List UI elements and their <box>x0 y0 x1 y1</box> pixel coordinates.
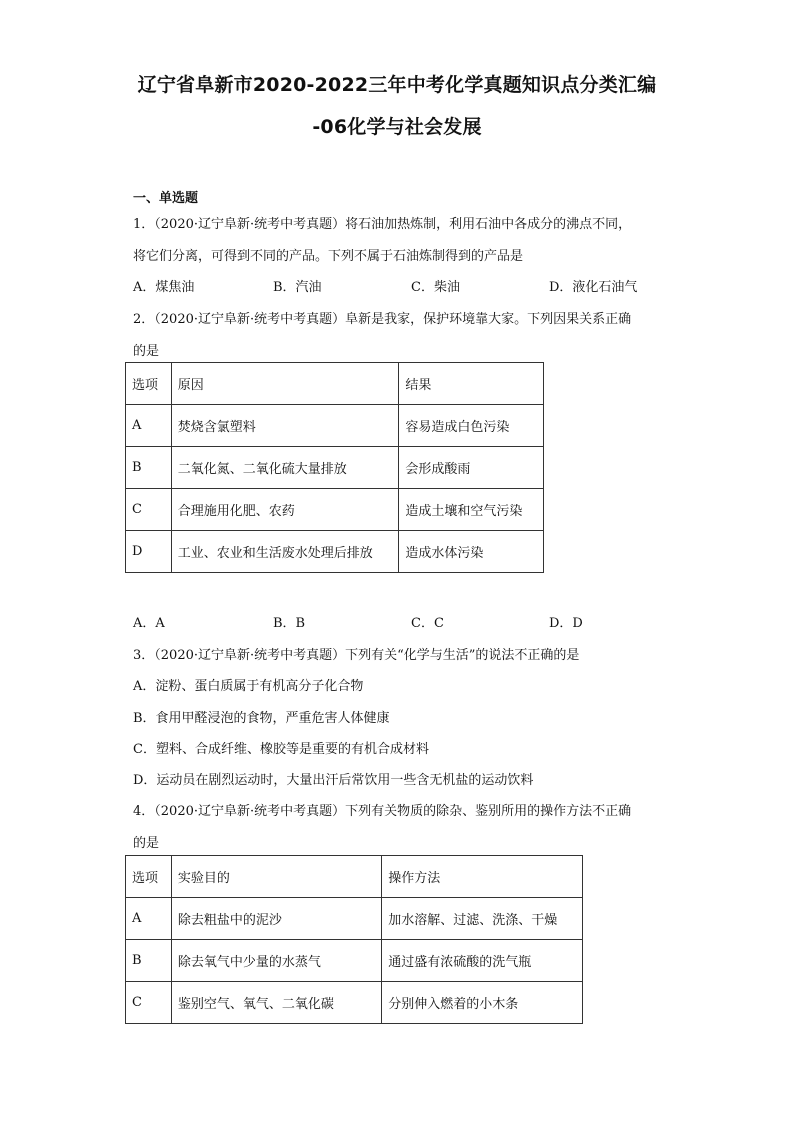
table-cell: 鉴别空气、氧气、二氧化碳 <box>171 982 381 1024</box>
table-cell: 通过盛有浓硫酸的洗气瓶 <box>382 940 583 982</box>
table-cell: A <box>126 405 172 447</box>
q3-option-c: C．塑料、合成纤维、橡胶等是重要的有机合成材料 <box>133 742 429 757</box>
q2-option-a: A．A <box>133 616 165 631</box>
table-cell: B <box>126 940 172 982</box>
q4-stem-line1: 4．（2020·辽宁阜新·统考中考真题）下列有关物质的除杂、鉴别所用的操作方法不正确 <box>133 804 632 819</box>
q1-option-b: B．汽油 <box>273 280 322 295</box>
q2-stem-line2: 的是 <box>133 344 160 359</box>
table-header-cell: 选项 <box>126 856 172 898</box>
table-row <box>126 940 583 982</box>
table-row <box>126 447 544 489</box>
q2-option-b: B．B <box>273 616 306 631</box>
table-cell: A <box>126 898 172 940</box>
q2-table <box>125 362 544 573</box>
table-header-row <box>126 363 544 405</box>
q3-option-a: A．淀粉、蛋白质属于有机高分子化合物 <box>133 679 364 694</box>
table-cell: 二氧化氮、二氧化硫大量排放 <box>171 447 399 489</box>
table-row <box>126 405 544 447</box>
table-header-cell: 选项 <box>126 363 172 405</box>
table-cell: D <box>126 531 172 573</box>
table-header-row <box>126 856 583 898</box>
q1-option-d: D．液化石油气 <box>549 280 638 295</box>
table-cell: 除去氧气中少量的水蒸气 <box>171 940 381 982</box>
q1-stem-line1: 1．（2020·辽宁阜新·统考中考真题）将石油加热炼制，利用石油中各成分的沸点不同， <box>133 217 632 232</box>
q2-option-d: D．D <box>549 616 583 631</box>
q1-option-c: C．柴油 <box>411 280 460 295</box>
table-cell: 除去粗盐中的泥沙 <box>171 898 381 940</box>
q3-option-b: B．食用甲醛浸泡的食物，严重危害人体健康 <box>133 711 390 726</box>
table-cell: C <box>126 982 172 1024</box>
table-header-cell: 实验目的 <box>171 856 381 898</box>
table-header-cell: 操作方法 <box>382 856 583 898</box>
q4-table <box>125 855 583 1024</box>
table-cell: 容易造成白色污染 <box>399 405 544 447</box>
q2-stem-line1: 2．（2020·辽宁阜新·统考中考真题）阜新是我家，保护环境靠大家。下列因果关系正确 <box>133 312 632 327</box>
table-row <box>126 531 544 573</box>
table-cell: 合理施用化肥、农药 <box>171 489 399 531</box>
table-row <box>126 898 583 940</box>
table-cell: 造成土壤和空气污染 <box>399 489 544 531</box>
table-cell: 会形成酸雨 <box>399 447 544 489</box>
table-cell: C <box>126 489 172 531</box>
table-row <box>126 982 583 1024</box>
doc-title-line2: -06化学与社会发展 <box>312 116 482 138</box>
table-cell: 焚烧含氯塑料 <box>171 405 399 447</box>
q4-stem-line2: 的是 <box>133 836 160 851</box>
q2-option-c: C．C <box>411 616 444 631</box>
table-cell: 加水溶解、过滤、洗涤、干燥 <box>382 898 583 940</box>
q3-stem: 3．（2020·辽宁阜新·统考中考真题）下列有关“化学与生活”的说法不正确的是 <box>133 648 580 663</box>
section-heading: 一、单选题 <box>133 191 199 206</box>
q1-option-a: A．煤焦油 <box>133 280 195 295</box>
table-cell: 分别伸入燃着的小木条 <box>382 982 583 1024</box>
q1-stem-line2: 将它们分离，可得到不同的产品。下列不属于石油炼制得到的产品是 <box>133 249 524 264</box>
q3-option-d: D．运动员在剧烈运动时，大量出汗后常饮用一些含无机盐的运动饮料 <box>133 773 534 788</box>
table-row <box>126 489 544 531</box>
table-cell: 工业、农业和生活废水处理后排放 <box>171 531 399 573</box>
doc-title-line1: 辽宁省阜新市2020-2022三年中考化学真题知识点分类汇编 <box>137 74 657 96</box>
table-cell: B <box>126 447 172 489</box>
table-cell: 造成水体污染 <box>399 531 544 573</box>
table-header-cell: 原因 <box>171 363 399 405</box>
table-header-cell: 结果 <box>399 363 544 405</box>
